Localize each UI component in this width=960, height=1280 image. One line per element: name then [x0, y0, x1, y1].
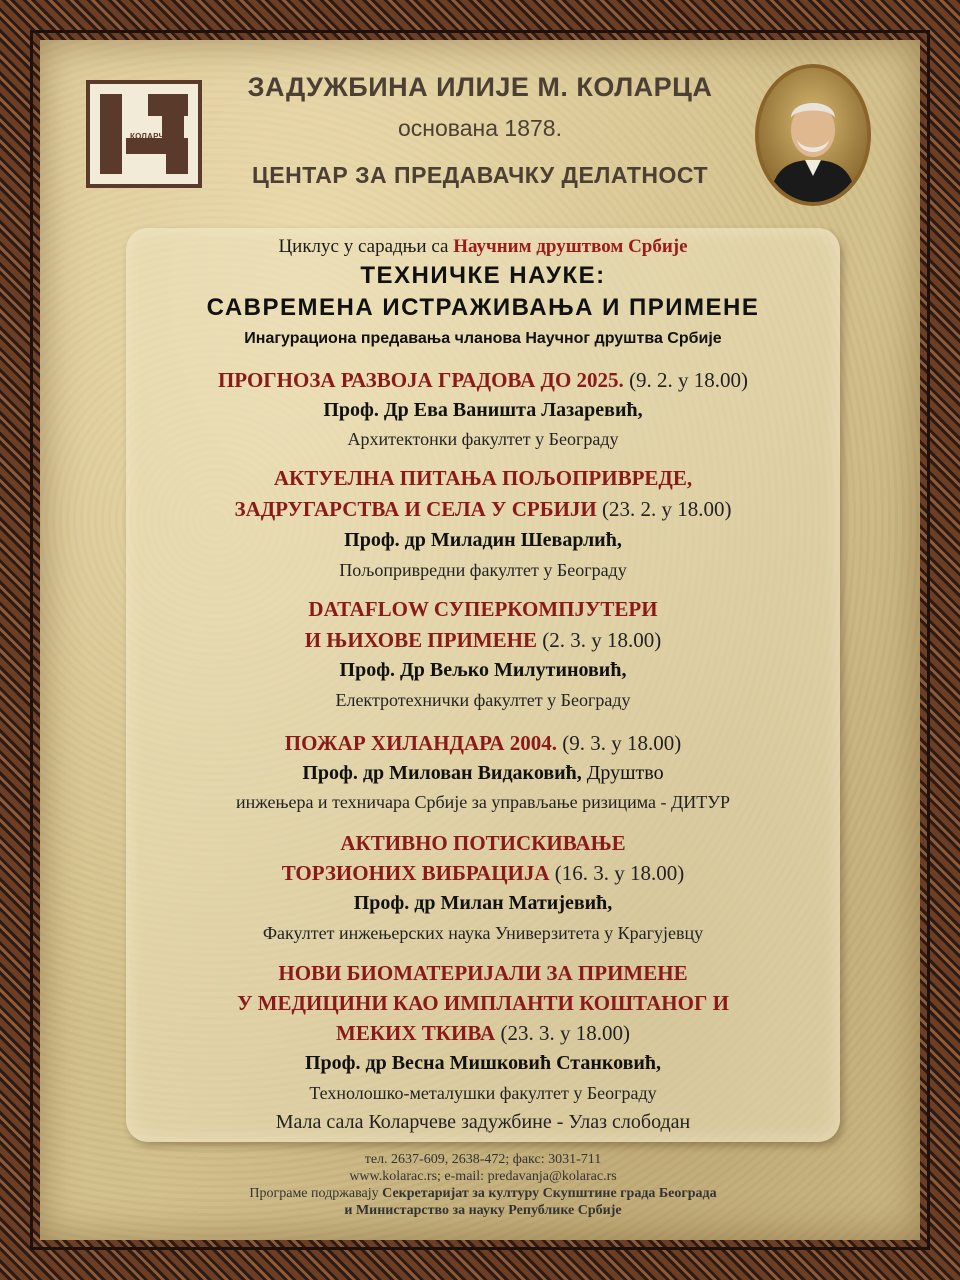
lecture-date: (23. 3. у 18.00)	[500, 1021, 630, 1045]
lecture-speaker: Проф. др Милан Матијевић,	[353, 892, 613, 914]
lecture-institution: Архитектонки факултет у Београду	[347, 429, 619, 449]
lecture-date: (16. 3. у 18.00)	[554, 861, 685, 885]
lecture-title: АКТИВНО ПОТИСКИВАЊЕ	[340, 831, 626, 855]
lecture-speaker: Проф. др Миладин Шеварлић,	[344, 529, 622, 551]
lecture-speaker: Проф. др Весна Мишковић Станковић,	[304, 1052, 662, 1074]
lecture-speaker: Проф. др Милован Видаковић, Друштво	[302, 762, 664, 784]
logo-text: КОЛАРЧЕВА ЗАДУЖБИНА	[130, 132, 184, 151]
lecture-institution: инжењера и техничара Србије за управљање ризицима - ДИТУР	[235, 792, 730, 812]
footer-web: www.kolarac.rs; e-mail: predavanja@kolarac.rs	[349, 1169, 617, 1184]
lecture-institution: Факултет инжењерских наука Универзитета у Крагујевцу	[262, 923, 704, 943]
footer-support: Програме подржавају Секретаријат за културу Скупштине града Београда	[249, 1186, 717, 1201]
lecture-speaker: Проф. Др Вељко Милутиновић,	[339, 659, 627, 681]
lecture-date: (23. 2. у 18.00)	[602, 497, 732, 521]
lecture-date: (2. 3. у 18.00)	[542, 628, 662, 652]
portrait-image	[759, 68, 867, 202]
footer-support-line2: и Министарство за науку Републике Србије	[344, 1203, 622, 1218]
kolarac-logo	[86, 80, 202, 188]
lecture-date: (9. 2. у 18.00)	[629, 368, 749, 392]
support-org: Секретаријат за културу Скупштине града Београда	[382, 1186, 717, 1201]
org-center-name: ЦЕНТАР ЗА ПРЕДАВАЧКУ ДЕЛАТНОСТ	[251, 162, 709, 188]
lecture-title: АКТУЕЛНА ПИТАЊА ПОЉОПРИВРЕДЕ,	[273, 466, 693, 490]
lecture-title: DATAFLOW СУПЕРКОМПЈУТЕРИ	[308, 597, 658, 621]
lecture-speaker: Проф. Др Ева Ваништа Лазаревић,	[323, 399, 643, 421]
lecture-institution: Пољопривредни факултет у Београду	[339, 560, 627, 580]
main-title-line1: ТЕХНИЧКЕ НАУКЕ:	[360, 262, 606, 289]
venue-line: Мала сала Коларчеве задужбине - Улаз слободан	[275, 1111, 691, 1133]
lecture-title: НОВИ БИОМАТЕРИЈАЛИ ЗА ПРИМЕНЕ	[278, 961, 688, 985]
main-title-line2: САВРЕМЕНА ИСТРАЖИВАЊА И ПРИМЕНЕ	[206, 294, 760, 321]
org-founded: основана 1878.	[398, 115, 562, 141]
cycle-prefix: Циклус у сарадњи са	[278, 236, 454, 257]
lecture-title: МЕКИХ ТКИВА (23. 3. у 18.00)	[336, 1021, 630, 1045]
org-title: ЗАДУЖБИНА ИЛИЈЕ М. КОЛАРЦА	[247, 72, 713, 102]
cycle-partner: Научним друштвом Србије	[453, 236, 688, 257]
lecture-title: ТОРЗИОНИХ ВИБРАЦИЈА (16. 3. у 18.00)	[281, 861, 685, 885]
footer-phones: тел. 2637-609, 2638-472; факс: 3031-711	[364, 1152, 602, 1167]
lecture-title: ПОЖАР ХИЛАНДАРА 2004. (9. 3. у 18.00)	[284, 731, 682, 755]
lecture-title: ПРОГНОЗА РАЗВОЈА ГРАДОВА ДО 2025. (9. 2. у 18.00)	[217, 368, 749, 392]
cycle-line	[126, 236, 840, 258]
lecture-institution: Технолошко-металушки факултет у Београду	[309, 1083, 657, 1103]
founder-portrait	[755, 64, 871, 206]
lecture-date: (9. 3. у 18.00)	[562, 731, 682, 755]
lecture-title: ЗАДРУГАРСТВА И СЕЛА У СРБИЈИ (23. 2. у 18.00)	[234, 497, 732, 521]
speaker-extra: Друштво	[581, 762, 664, 784]
intro-subtitle: Инагурациона предавања чланова Научног друштва Србије	[244, 330, 722, 347]
lecture-title: И ЊИХОВЕ ПРИМЕНЕ (2. 3. у 18.00)	[304, 628, 662, 652]
lecture-institution: Електротехнички факултет у Београду	[335, 690, 631, 710]
lecture-title: У МЕДИЦИНИ КАО ИМПЛАНТИ КОШТАНОГ И	[237, 991, 729, 1015]
